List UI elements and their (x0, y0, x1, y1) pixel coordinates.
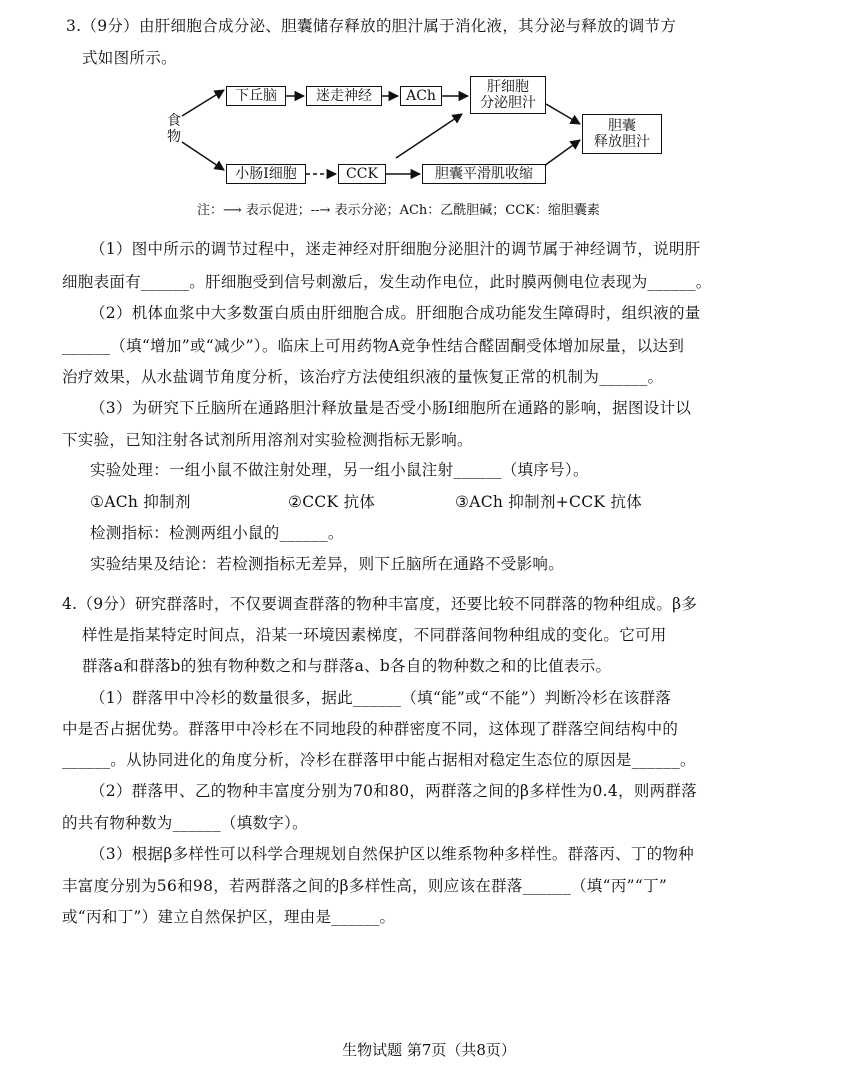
q4-p3-line2: 丰富度分别为56和98，若两群落之间的β多样性高，则应该在群落______（填“丙”“丁” (62, 877, 668, 895)
q3-option-1: ①ACh 抑制剂 (90, 493, 191, 511)
regulation-diagram (150, 70, 710, 195)
box-hypothalamus: 下丘脑 (226, 86, 286, 106)
q3-option-2: ②CCK 抗体 (288, 493, 376, 511)
q4-p2-line2: 的共有物种数为______（填数字）。 (62, 814, 308, 832)
arrow-food-to-hypothalamus (182, 90, 224, 116)
box-intestine-i-cell: 小肠I细胞 (226, 164, 306, 184)
q3-intro-line2: 式如图所示。 (82, 49, 177, 67)
q4-p3-line1: （3）根据β多样性可以科学合理规划自然保护区以维系物种多样性。群落丙、丁的物种 (90, 845, 695, 863)
q3-p2-line1: （2）机体血浆中大多数蛋白质由肝细胞合成。肝细胞合成功能发生障碍时，组织液的量 (90, 304, 701, 322)
q3-p3-line6: 实验结果及结论：若检测指标无差异，则下丘脑所在通路不受影响。 (90, 555, 565, 573)
q3-option-3: ③ACh 抑制剂+CCK 抗体 (455, 493, 643, 511)
box-liver-line2: 分泌胆汁 (480, 95, 536, 111)
q3-p1-line1: （1）图中所示的调节过程中，迷走神经对肝细胞分泌胆汁的调节属于神经调节，说明肝 (90, 240, 701, 258)
q4-intro-line3: 群落a和群落b的独有物种数之和与群落a、b各自的物种数之和的比值表示。 (82, 657, 612, 675)
q3-p3-line3: 实验处理：一组小鼠不做注射处理，另一组小鼠注射______（填序号）。 (90, 461, 589, 479)
diagram-note: 注：⟶ 表示促进；--→ 表示分泌；ACh：乙酰胆碱；CCK：缩胆囊素 (197, 203, 600, 218)
q3-p3-line1: （3）为研究下丘脑所在通路胆汁释放量是否受小肠I细胞所在通路的影响，据图设计以 (90, 399, 692, 417)
box-vagus-nerve: 迷走神经 (306, 86, 382, 106)
q4-p3-line3: 或“丙和丁”）建立自然保护区，理由是______。 (62, 908, 396, 926)
q4-p1-line3: ______。从协同进化的角度分析，冷杉在群落甲中能占据相对稳定生态位的原因是______。 (62, 751, 696, 769)
arrow-cck-to-liver (396, 114, 462, 158)
q3-p3-line2: 下实验，已知注射各试剂所用溶剂对实验检测指标无影响。 (62, 431, 473, 449)
arrow-food-to-intestine (182, 142, 224, 170)
q4-intro-line1: 4.（9分）研究群落时，不仅要调查群落的物种丰富度，还要比较不同群落的物种组成。β多 (62, 595, 698, 613)
box-gallbladder-line1: 胆囊 (608, 118, 636, 134)
arrow-liver-to-gallbladder (546, 104, 580, 124)
q3-p2-line3: 治疗效果，从水盐调节角度分析，该治疗方法使组织液的量恢复正常的机制为______。 (62, 368, 664, 386)
box-liver-cell (470, 76, 546, 114)
q3-p3-line5: 检测指标：检测两组小鼠的______。 (90, 524, 344, 542)
page-footer: 生物试题 第7页（共8页） (342, 1041, 516, 1059)
box-gallbladder (582, 114, 662, 154)
box-smooth-muscle: 胆囊平滑肌收缩 (422, 164, 546, 184)
food-label: 食物 (167, 113, 181, 145)
arrow-muscle-to-gallbladder (544, 140, 580, 166)
box-liver-line1: 肝细胞 (487, 79, 529, 95)
q4-p1-line2: 中是否占据优势。群落甲中冷杉在不同地段的种群密度不同，这体现了群落空间结构中的 (62, 720, 679, 738)
q3-intro-line1: 3.（9分）由肝细胞合成分泌、胆囊储存释放的胆汁属于消化液，其分泌与释放的调节方 (66, 17, 677, 35)
q4-p2-line1: （2）群落甲、乙的物种丰富度分别为70和80，两群落之间的β多样性为0.4，则两群落 (90, 782, 698, 800)
q4-p1-line1: （1）群落甲中冷杉的数量很多，据此______（填“能”或“不能”）判断冷杉在该群落 (90, 689, 672, 707)
q4-intro-line2: 样性是指某特定时间点，沿某一环境因素梯度，不同群落间物种组成的变化。它可用 (82, 626, 667, 644)
box-ach: ACh (400, 86, 442, 106)
box-gallbladder-line2: 释放胆汁 (594, 134, 650, 150)
box-cck: CCK (338, 164, 386, 184)
q3-p1-line2: 细胞表面有______。肝细胞受到信号刺激后，发生动作电位，此时膜两侧电位表现为______。 (62, 273, 712, 291)
q3-p2-line2: ______（填“增加”或“减少”）。临床上可用药物A竞争性结合醛固酮受体增加尿量，以达到 (62, 337, 685, 355)
